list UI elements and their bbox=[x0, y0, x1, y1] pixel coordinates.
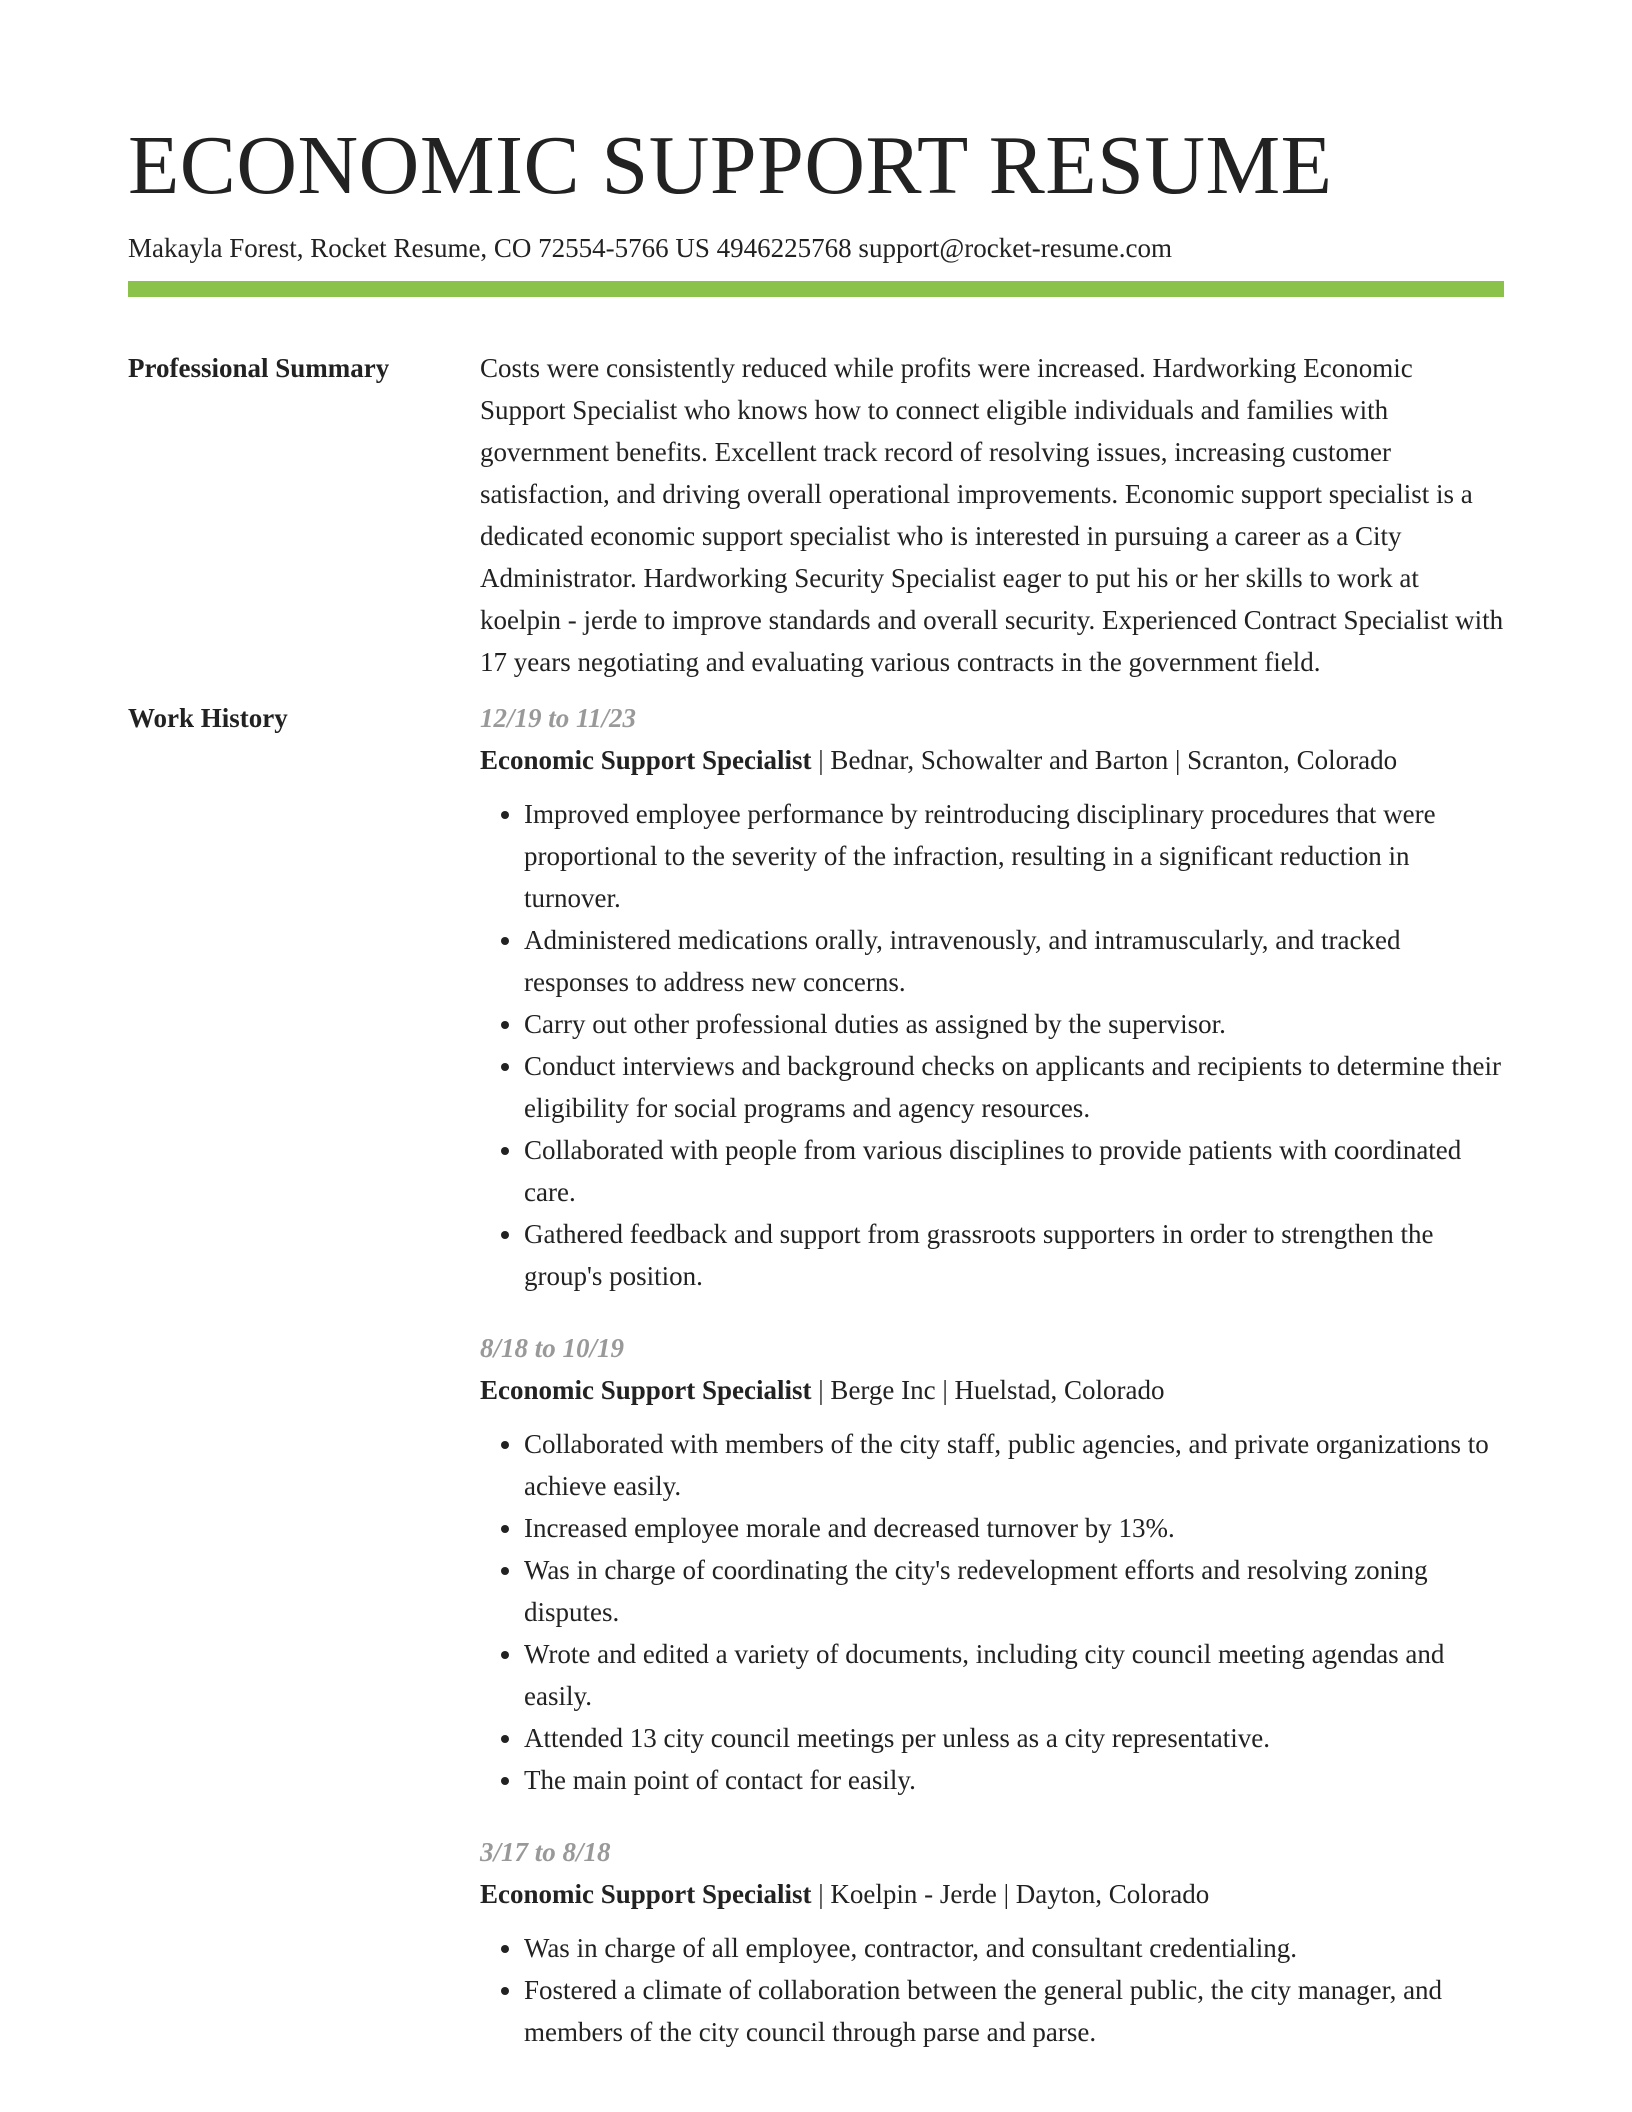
job-duties bbox=[480, 1927, 1504, 2053]
duty-item: • Was in charge of all employee, contractor, and consultant credentialing. bbox=[524, 1927, 1504, 1969]
duty-item: • Wrote and edited a variety of documents, including city council meeting agendas and easily. bbox=[524, 1633, 1504, 1717]
section-label-professional-summary: Professional Summary bbox=[128, 352, 390, 383]
job-dates: 3/17 to 8/18 bbox=[480, 1836, 611, 1867]
job-heading bbox=[480, 739, 1504, 781]
duty-item: • Increased employee morale and decreased turnover by 13%. bbox=[524, 1507, 1504, 1549]
job-company-location: | Berge Inc | Huelstad, Colorado bbox=[811, 1374, 1165, 1405]
professional-summary-section bbox=[128, 347, 1504, 683]
resume-title: ECONOMIC SUPPORT RESUME bbox=[128, 119, 1333, 212]
job-entry bbox=[480, 697, 1504, 1297]
job-company-location: | Koelpin - Jerde | Dayton, Colorado bbox=[811, 1878, 1210, 1909]
accent-divider bbox=[128, 281, 1504, 297]
job-title: Economic Support Specialist bbox=[480, 1878, 812, 1909]
job-dates: 8/18 to 10/19 bbox=[480, 1332, 625, 1363]
duty-item: • Fostered a climate of collaboration between the general public, the city manager, and members of the city council through parse and parse. bbox=[524, 1969, 1504, 2053]
job-title: Economic Support Specialist bbox=[480, 1374, 812, 1405]
contact-line: Makayla Forest, Rocket Resume, CO 72554-5766 US 4946225768 support@rocket-resume.com bbox=[128, 233, 1172, 264]
work-history-list bbox=[480, 697, 1504, 2053]
job-company-location: | Bednar, Schowalter and Barton | Scranton, Colorado bbox=[811, 744, 1398, 775]
job-title: Economic Support Specialist bbox=[480, 744, 812, 775]
job-entry bbox=[480, 1831, 1504, 2053]
job-dates: 12/19 to 11/23 bbox=[480, 702, 637, 733]
job-heading bbox=[480, 1873, 1504, 1915]
duty-item: • The main point of contact for easily. bbox=[524, 1759, 1504, 1801]
duty-item: • Administered medications orally, intravenously, and intramuscularly, and tracked responses to address new concerns. bbox=[524, 919, 1504, 1003]
duty-item: • Conduct interviews and background checks on applicants and recipients to determine their eligibility for social programs and agency resources. bbox=[524, 1045, 1504, 1129]
duty-item: • Collaborated with members of the city staff, public agencies, and private organizations to achieve easily. bbox=[524, 1423, 1504, 1507]
work-history-section bbox=[128, 697, 1504, 2053]
job-entry bbox=[480, 1327, 1504, 1801]
duty-item: • Was in charge of coordinating the city's redevelopment efforts and resolving zoning disputes. bbox=[524, 1549, 1504, 1633]
duty-item: • Carry out other professional duties as assigned by the supervisor. bbox=[524, 1003, 1504, 1045]
duty-item: • Collaborated with people from various disciplines to provide patients with coordinated care. bbox=[524, 1129, 1504, 1213]
job-duties bbox=[480, 793, 1504, 1297]
summary-text: Costs were consistently reduced while profits were increased. Hardworking Economic Support Specialist who knows how to connect eligible individuals and families with government benefits. Excellent track record of resolving issues, increasing customer satisfaction, and driving overall operational improvements. Economic support specialist is a dedicated economic support specialist who is interested in pursuing a career as a City Administrator. Hardworking Security Specialist eager to put his or her skills to work at koelpin - jerde to improve standards and overall security. Experienced Contract Specialist with 17 years negotiating and evaluating various contracts in the government field. bbox=[480, 352, 1504, 677]
duty-item: • Gathered feedback and support from grassroots supporters in order to strengthen the group's position. bbox=[524, 1213, 1504, 1297]
section-label-work-history: Work History bbox=[128, 702, 288, 733]
job-duties bbox=[480, 1423, 1504, 1801]
duty-item: • Attended 13 city council meetings per unless as a city representative. bbox=[524, 1717, 1504, 1759]
job-heading bbox=[480, 1369, 1504, 1411]
duty-item: • Improved employee performance by reintroducing disciplinary procedures that were proportional to the severity of the infraction, resulting in a significant reduction in turnover. bbox=[524, 793, 1504, 919]
